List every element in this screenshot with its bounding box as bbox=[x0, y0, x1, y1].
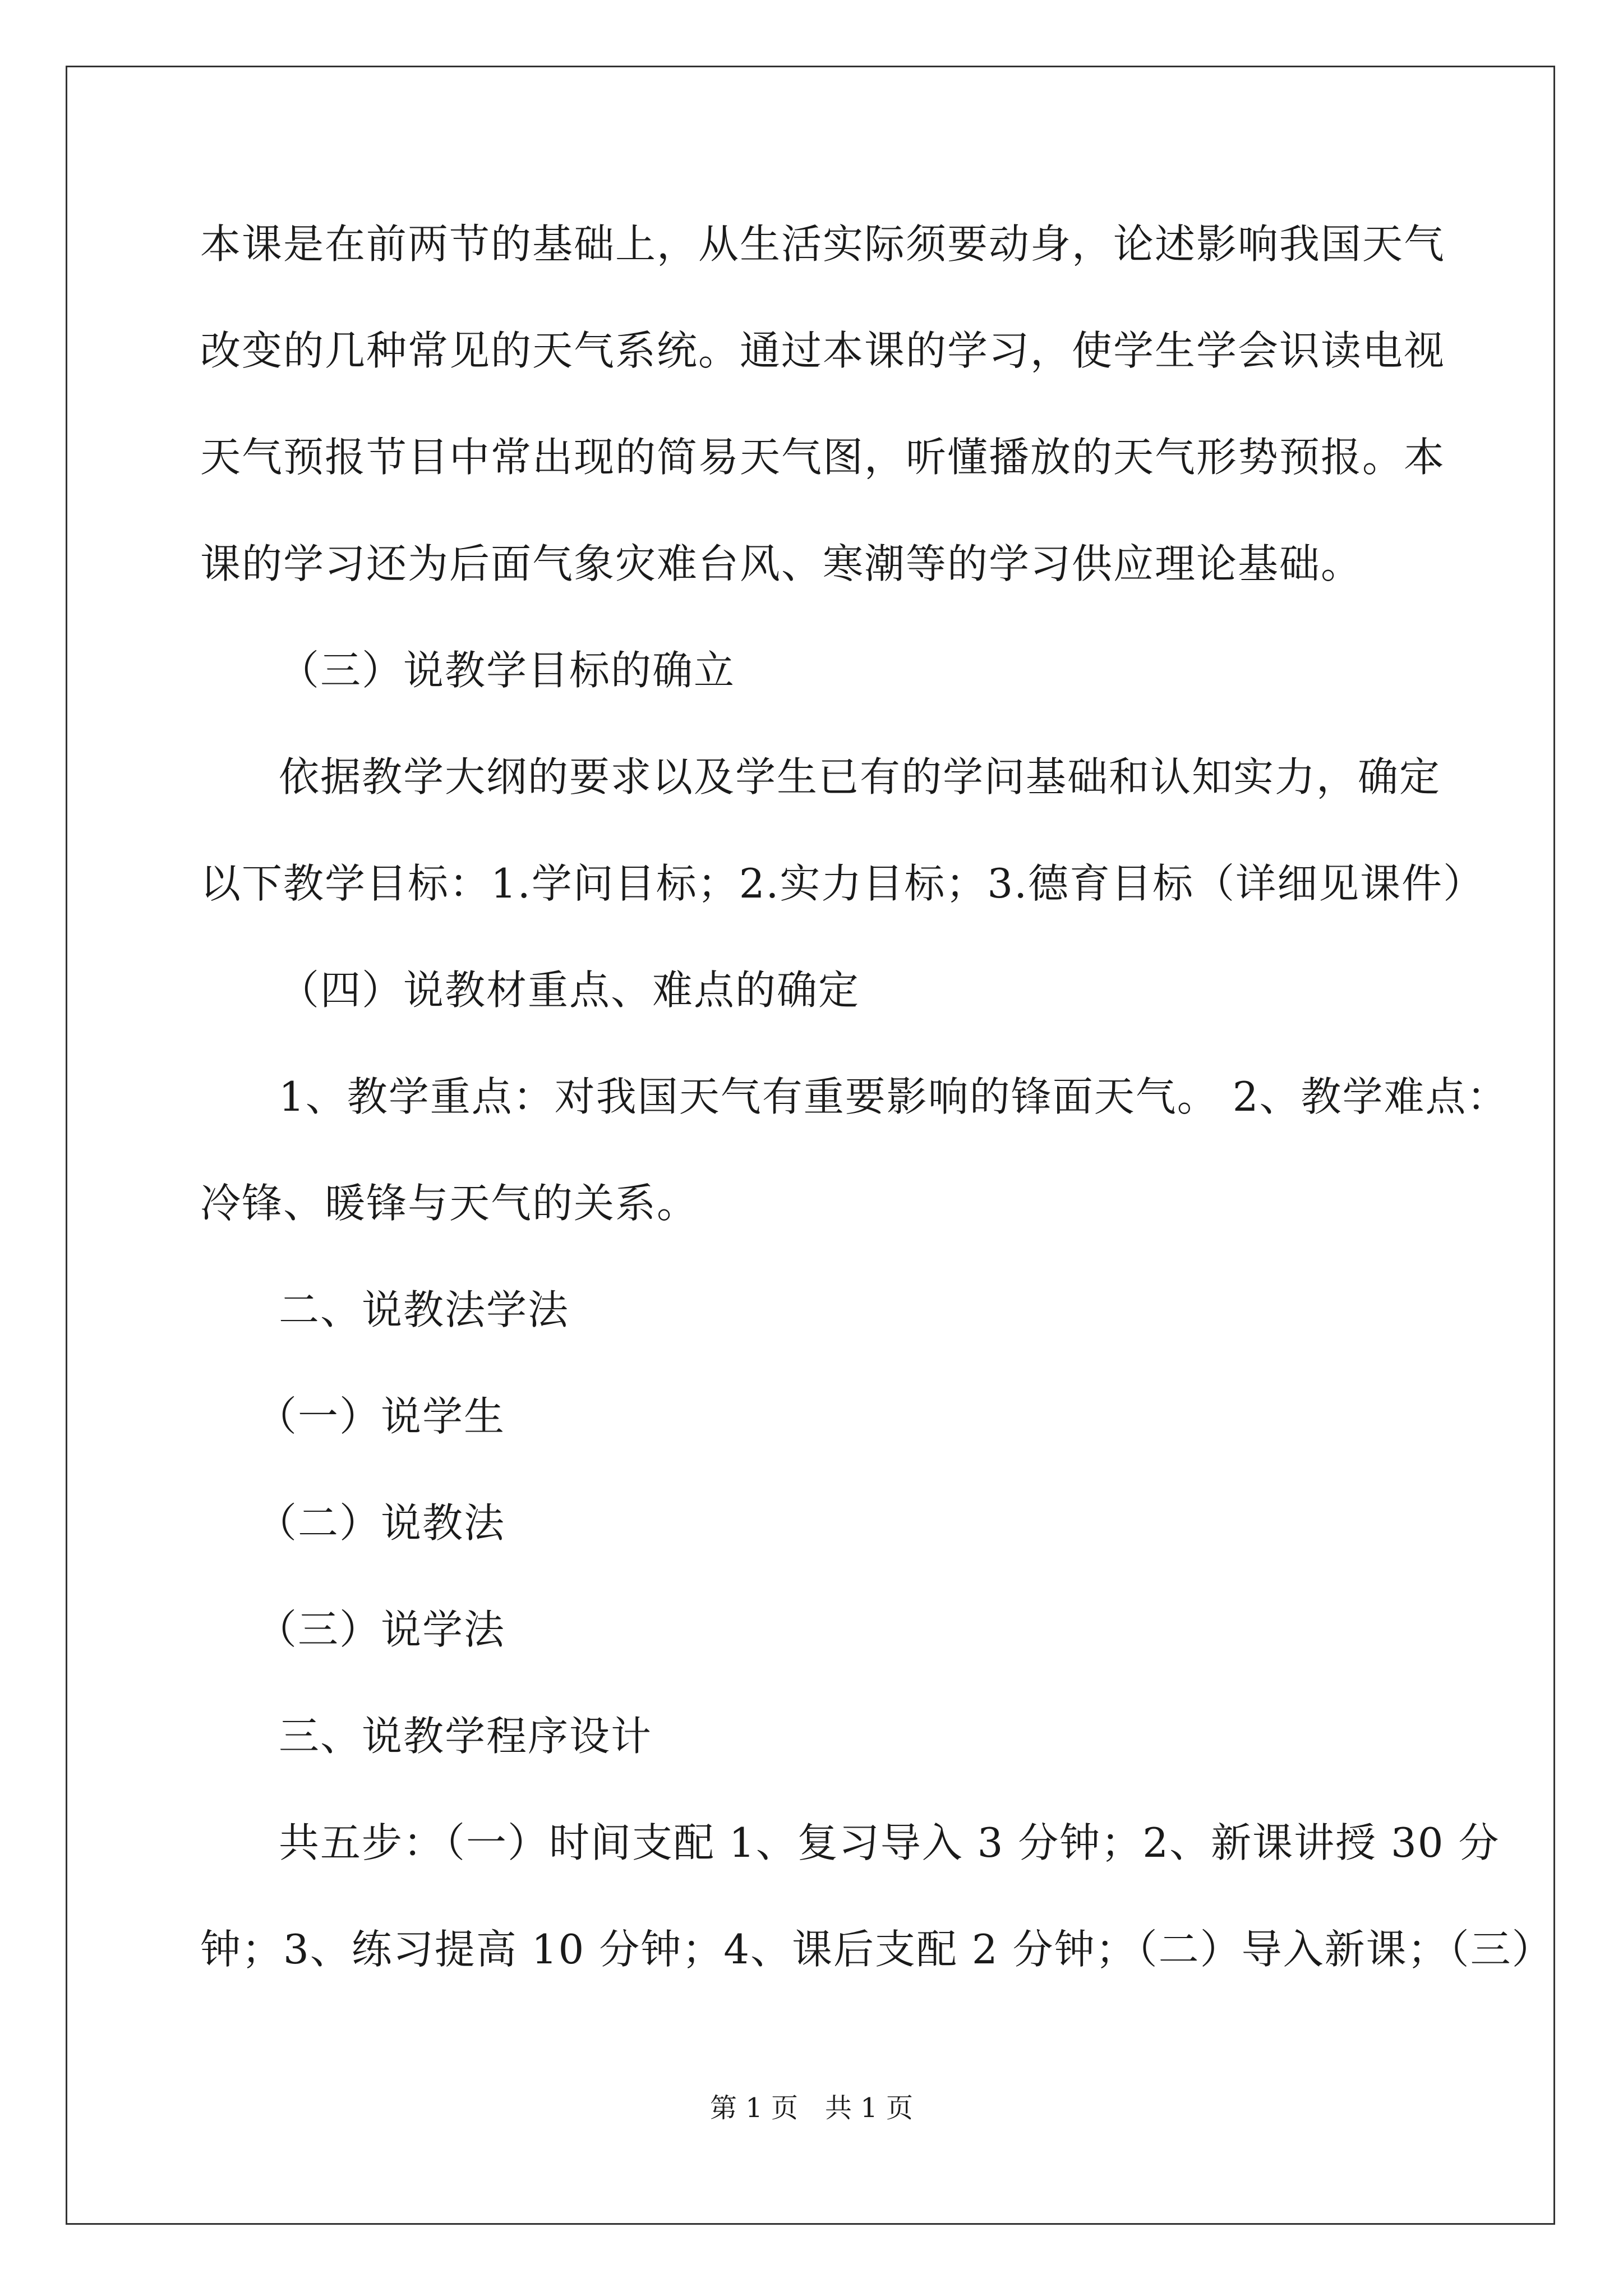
subsection-heading: （三）说学法 bbox=[256, 1606, 506, 1653]
paragraph-line: 以下教学目标：1.学问目标；2.实力目标；3.德育目标（详细见课件） bbox=[200, 860, 1485, 907]
subsection-heading: （一）说学生 bbox=[256, 1393, 506, 1440]
paragraph-line: 改变的几种常见的天气系统。通过本课的学习，使学生学会识读电视 bbox=[200, 327, 1446, 374]
section-heading: 三、说教学程序设计 bbox=[279, 1713, 653, 1760]
paragraph-line: 课的学习还为后面气象灾难台风、寒潮等的学习供应理论基础。 bbox=[200, 540, 1363, 587]
paragraph-line: 1、教学重点：对我国天气有重要影响的锋面天气。 2、教学难点： bbox=[279, 1073, 1509, 1120]
page-border bbox=[66, 66, 1555, 2225]
page-number: 第 1 页 共 1 页 bbox=[709, 2092, 914, 2124]
section-heading: （三）说教学目标的确立 bbox=[279, 647, 736, 694]
section-heading: （四）说教材重点、难点的确定 bbox=[279, 967, 860, 1014]
paragraph-line: 共五步：（一）时间支配 1、复习导入 3 分钟；2、新课讲授 30 分 bbox=[279, 1819, 1500, 1866]
section-heading: 二、说教法学法 bbox=[279, 1286, 570, 1333]
paragraph-line: 冷锋、暖锋与天气的关系。 bbox=[200, 1180, 699, 1227]
paragraph-line: 天气预报节目中常出现的简易天气图，听懂播放的天气形势预报。本 bbox=[200, 434, 1446, 481]
paragraph-line: 依据教学大纲的要求以及学生已有的学问基础和认知实力，确定 bbox=[279, 753, 1441, 800]
paragraph-line: 钟；3、练习提高 10 分钟；4、课后支配 2 分钟；（二）导入新课；（三） bbox=[200, 1926, 1553, 1973]
subsection-heading: （二）说教法 bbox=[256, 1499, 506, 1547]
paragraph-line: 本课是在前两节的基础上，从生活实际须要动身，论述影响我国天气 bbox=[200, 220, 1446, 268]
